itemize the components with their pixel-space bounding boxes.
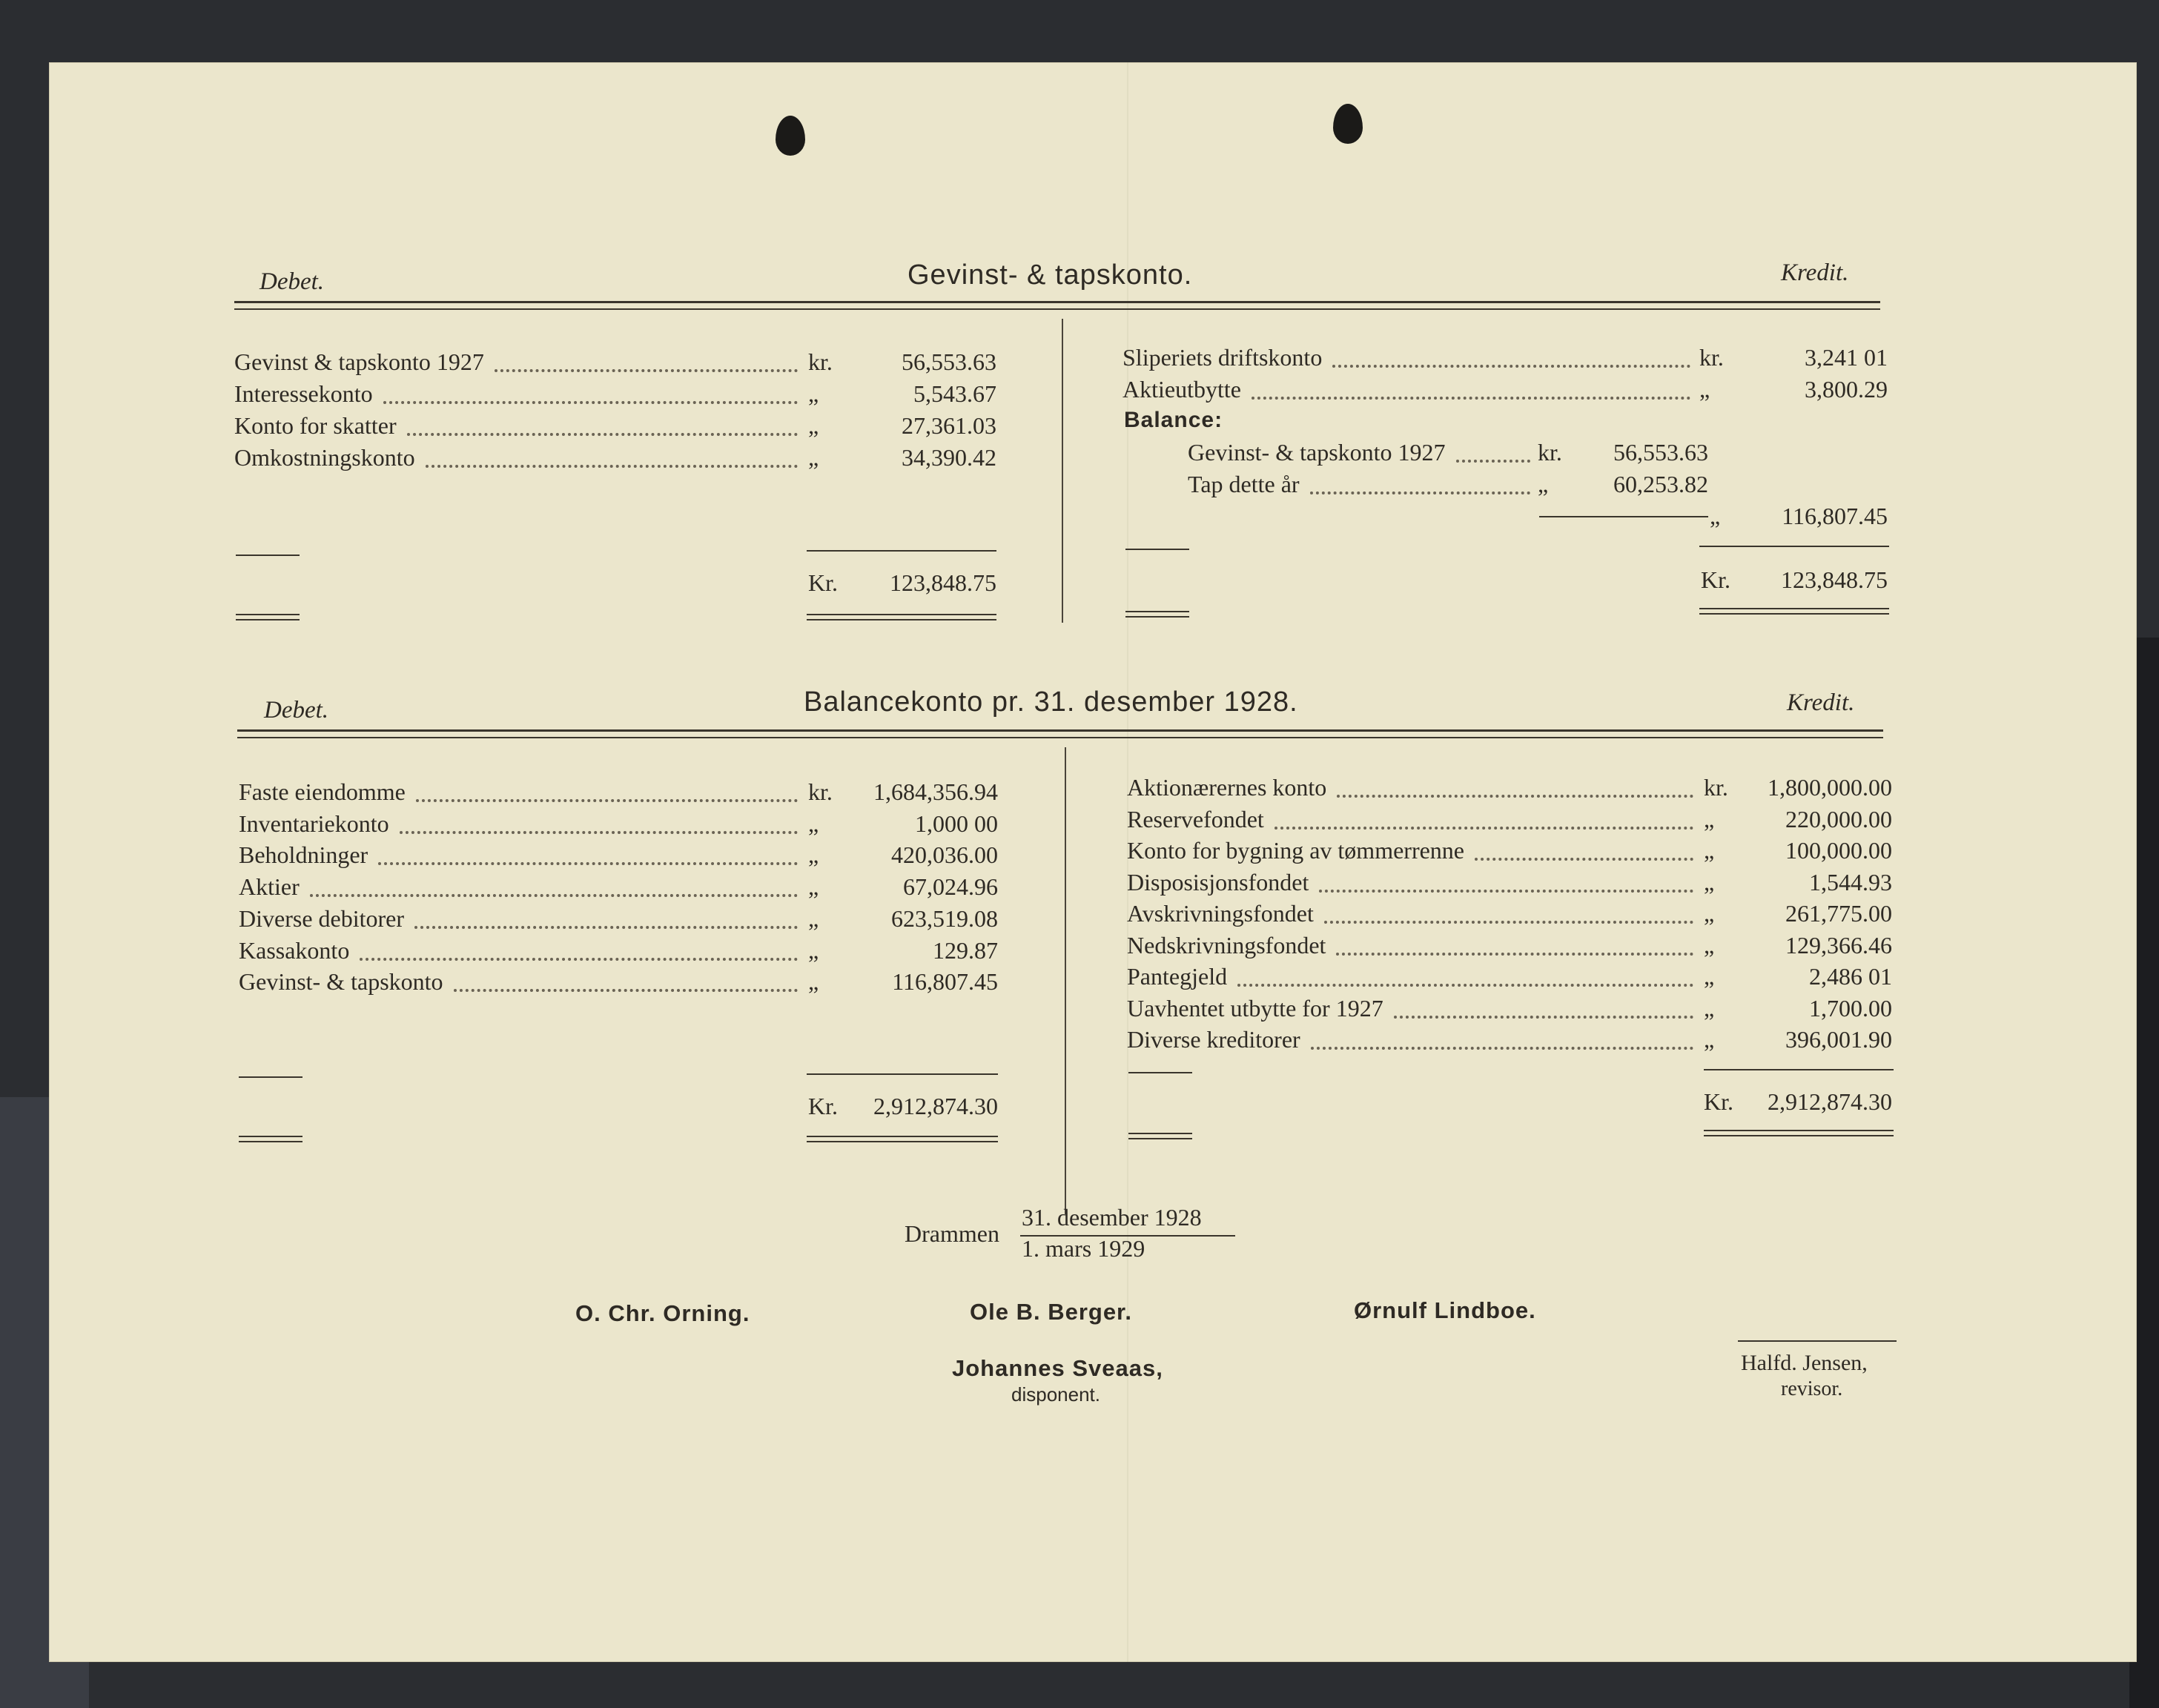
dot-leader [414,926,798,929]
footer-date-top: 31. desember 1928 [1022,1204,1202,1231]
row-label: Uavhentet utbytte for 1927 [1127,994,1383,1022]
row-amount: 129.87 [933,936,998,964]
row-currency: „ [1704,805,1715,833]
row-label: Gevinst & tapskonto 1927 [234,348,484,375]
pl-balance-result-currency: „ [1710,503,1721,529]
signature-orning: O. Chr. Orning. [575,1300,750,1326]
dot-leader [310,894,798,897]
row-amount: 67,024.96 [903,873,998,901]
row-label: Aktionærernes konto [1127,774,1327,801]
row-label: Omkostningskonto [234,444,415,471]
bs-title: Balancekonto pr. 31. desember 1928. [804,686,1298,718]
row-amount: 116,807.45 [892,968,998,996]
bs-credit-total-currency: Kr. [1704,1088,1733,1115]
row-amount: 56,553.63 [1613,439,1708,466]
row-amount: 420,036.00 [891,841,998,869]
row-label: Konto for skatter [234,412,397,439]
pl-credit-stub-double [1125,611,1189,618]
pl-credit-total: 123,848.75 [1781,566,1888,593]
row-currency: „ [1704,868,1715,896]
dot-leader [1311,1047,1693,1050]
row-currency: „ [808,412,819,439]
row-currency: „ [1704,963,1715,990]
row-label: Diverse debitorer [239,904,405,932]
row-currency: kr. [1704,774,1728,801]
row-label: Sliperiets driftskonto [1123,344,1323,371]
bs-kredit-label: Kredit. [1787,689,1855,716]
pl-header-rule-2 [234,308,1880,310]
pl-credit-total-currency: Kr. [1701,566,1730,593]
pl-credit-double-rule [1699,608,1889,615]
row-label: Nedskrivningsfondet [1127,931,1326,959]
dot-leader [400,831,798,834]
row-amount: 1,800,000.00 [1768,774,1892,801]
row-amount: 5,543.67 [913,380,996,407]
row-currency: „ [808,444,819,471]
bs-credit-stub-line [1128,1072,1192,1073]
dot-leader [383,401,798,404]
row-label: Beholdninger [239,841,368,869]
row-label: Avskrivningsfondet [1127,900,1314,927]
row-label: Disposisjonsfondet [1127,868,1309,896]
row-currency: „ [1704,931,1715,959]
row-currency: „ [808,810,819,837]
row-currency: kr. [1538,439,1562,466]
bs-debet-label: Debet. [264,697,329,724]
bs-header-rule-2 [237,737,1883,738]
pl-title: Gevinst- & tapskonto. [907,259,1193,291]
dot-leader [1475,858,1693,861]
bs-debit-double-rule [807,1136,998,1142]
bs-debit-sum-line [807,1073,998,1075]
bs-header-rule-1 [237,729,1883,732]
pl-column-divider [1062,319,1063,623]
dot-leader [454,989,798,992]
row-amount: 2,486 01 [1809,963,1892,990]
dot-leader [416,799,798,802]
row-amount: 220,000.00 [1785,805,1892,833]
bs-credit-stub-double [1128,1133,1192,1139]
row-amount: 1,684,356.94 [873,778,998,805]
pl-debit-stub-double [236,614,300,620]
row-label: Faste eiendomme [239,778,406,805]
dot-leader [1319,890,1693,893]
row-currency: „ [808,841,819,869]
signature-sveaas: Johannes Sveaas, [952,1355,1163,1381]
row-amount: 396,001.90 [1785,1026,1892,1053]
row-label: Aktier [239,873,300,901]
punch-hole-left [776,116,805,156]
pl-debit-stub-line [236,555,300,556]
bs-credit-total: 2,912,874.30 [1768,1088,1892,1115]
row-currency: „ [1704,900,1715,927]
row-amount: 1,544.93 [1809,868,1892,896]
dot-leader [1252,397,1690,400]
row-currency: „ [808,380,819,407]
row-label: Diverse kreditorer [1127,1026,1300,1053]
punch-hole-right [1333,104,1363,144]
bs-debit-total-currency: Kr. [808,1093,838,1119]
row-label: Pantegjeld [1127,963,1228,990]
pl-credit-sum-line [1699,546,1889,547]
pl-debit-sum-line [807,550,996,552]
row-amount: 623,519.08 [891,904,998,932]
dot-leader [1274,827,1693,830]
pl-balance-result: 116,807.45 [1782,503,1888,529]
pl-credit-stub-line [1125,549,1189,550]
pl-debit-double-rule [807,614,996,620]
pl-debit-total-currency: Kr. [808,569,838,596]
dot-leader [1324,921,1693,924]
row-currency: kr. [808,778,833,805]
signature-jensen: Halfd. Jensen, [1741,1351,1868,1375]
bs-column-divider [1065,747,1066,1214]
row-currency: „ [808,968,819,996]
signature-berger: Ole B. Berger. [970,1299,1133,1325]
row-amount: 3,800.29 [1805,376,1888,403]
row-label: Konto for bygning av tømmerrenne [1127,837,1464,864]
row-amount: 100,000.00 [1785,837,1892,864]
signature-sveaas-role: disponent. [1011,1383,1100,1406]
pl-header-rule-1 [234,301,1880,303]
row-amount: 129,366.46 [1785,931,1892,959]
dot-leader [1237,984,1693,987]
row-currency: „ [808,936,819,964]
bs-debit-stub-line [239,1076,302,1078]
bs-debit-stub-double [239,1136,302,1142]
dot-leader [1310,491,1530,494]
dot-leader [360,958,798,961]
pl-debit-total: 123,848.75 [890,569,996,596]
dot-leader [378,862,798,865]
row-amount: 27,361.03 [902,412,996,439]
row-amount: 261,775.00 [1785,900,1892,927]
row-amount: 60,253.82 [1613,471,1708,497]
footer-date-bottom: 1. mars 1929 [1022,1235,1145,1262]
document-page [49,62,2137,1662]
dot-leader [1336,953,1693,956]
row-amount: 3,241 01 [1805,344,1888,371]
dot-leader [426,465,798,468]
row-currency: „ [1538,471,1549,497]
pl-balance-label: Balance: [1124,408,1223,432]
row-currency: „ [1699,376,1710,403]
row-currency: „ [808,904,819,932]
row-label: Interessekonto [234,380,373,407]
row-currency: „ [808,873,819,901]
row-currency: „ [1704,837,1715,864]
row-label: Tap dette år [1188,471,1300,497]
row-amount: 1,700.00 [1809,994,1892,1022]
signature-jensen-role: revisor. [1781,1377,1843,1400]
row-label: Kassakonto [239,936,350,964]
dot-leader [1456,460,1530,463]
row-currency: „ [1704,994,1715,1022]
pl-debet-label: Debet. [259,268,325,295]
signature-lindboe: Ørnulf Lindboe. [1354,1297,1536,1323]
pl-balance-sum-line [1539,516,1708,517]
row-amount: 1,000 00 [915,810,998,837]
row-amount: 34,390.42 [902,444,996,471]
row-currency: kr. [808,348,833,375]
row-label: Inventariekonto [239,810,389,837]
bs-credit-sum-line [1704,1069,1894,1070]
row-label: Gevinst- & tapskonto 1927 [1188,439,1446,466]
pl-kredit-label: Kredit. [1781,259,1849,286]
bs-debit-total: 2,912,874.30 [873,1093,998,1119]
dot-leader [495,369,798,372]
bs-credit-double-rule [1704,1130,1894,1136]
dot-leader [407,433,798,436]
row-currency: „ [1704,1026,1715,1053]
row-label: Aktieutbytte [1123,376,1241,403]
row-label: Reservefondet [1127,805,1264,833]
row-label: Gevinst- & tapskonto [239,968,443,996]
dot-leader [1337,795,1693,798]
signature-jensen-rule [1738,1340,1897,1342]
row-amount: 56,553.63 [902,348,996,375]
row-currency: kr. [1699,344,1724,371]
dot-leader [1394,1016,1693,1019]
dot-leader [1332,365,1690,368]
footer-place: Drammen [905,1220,999,1247]
